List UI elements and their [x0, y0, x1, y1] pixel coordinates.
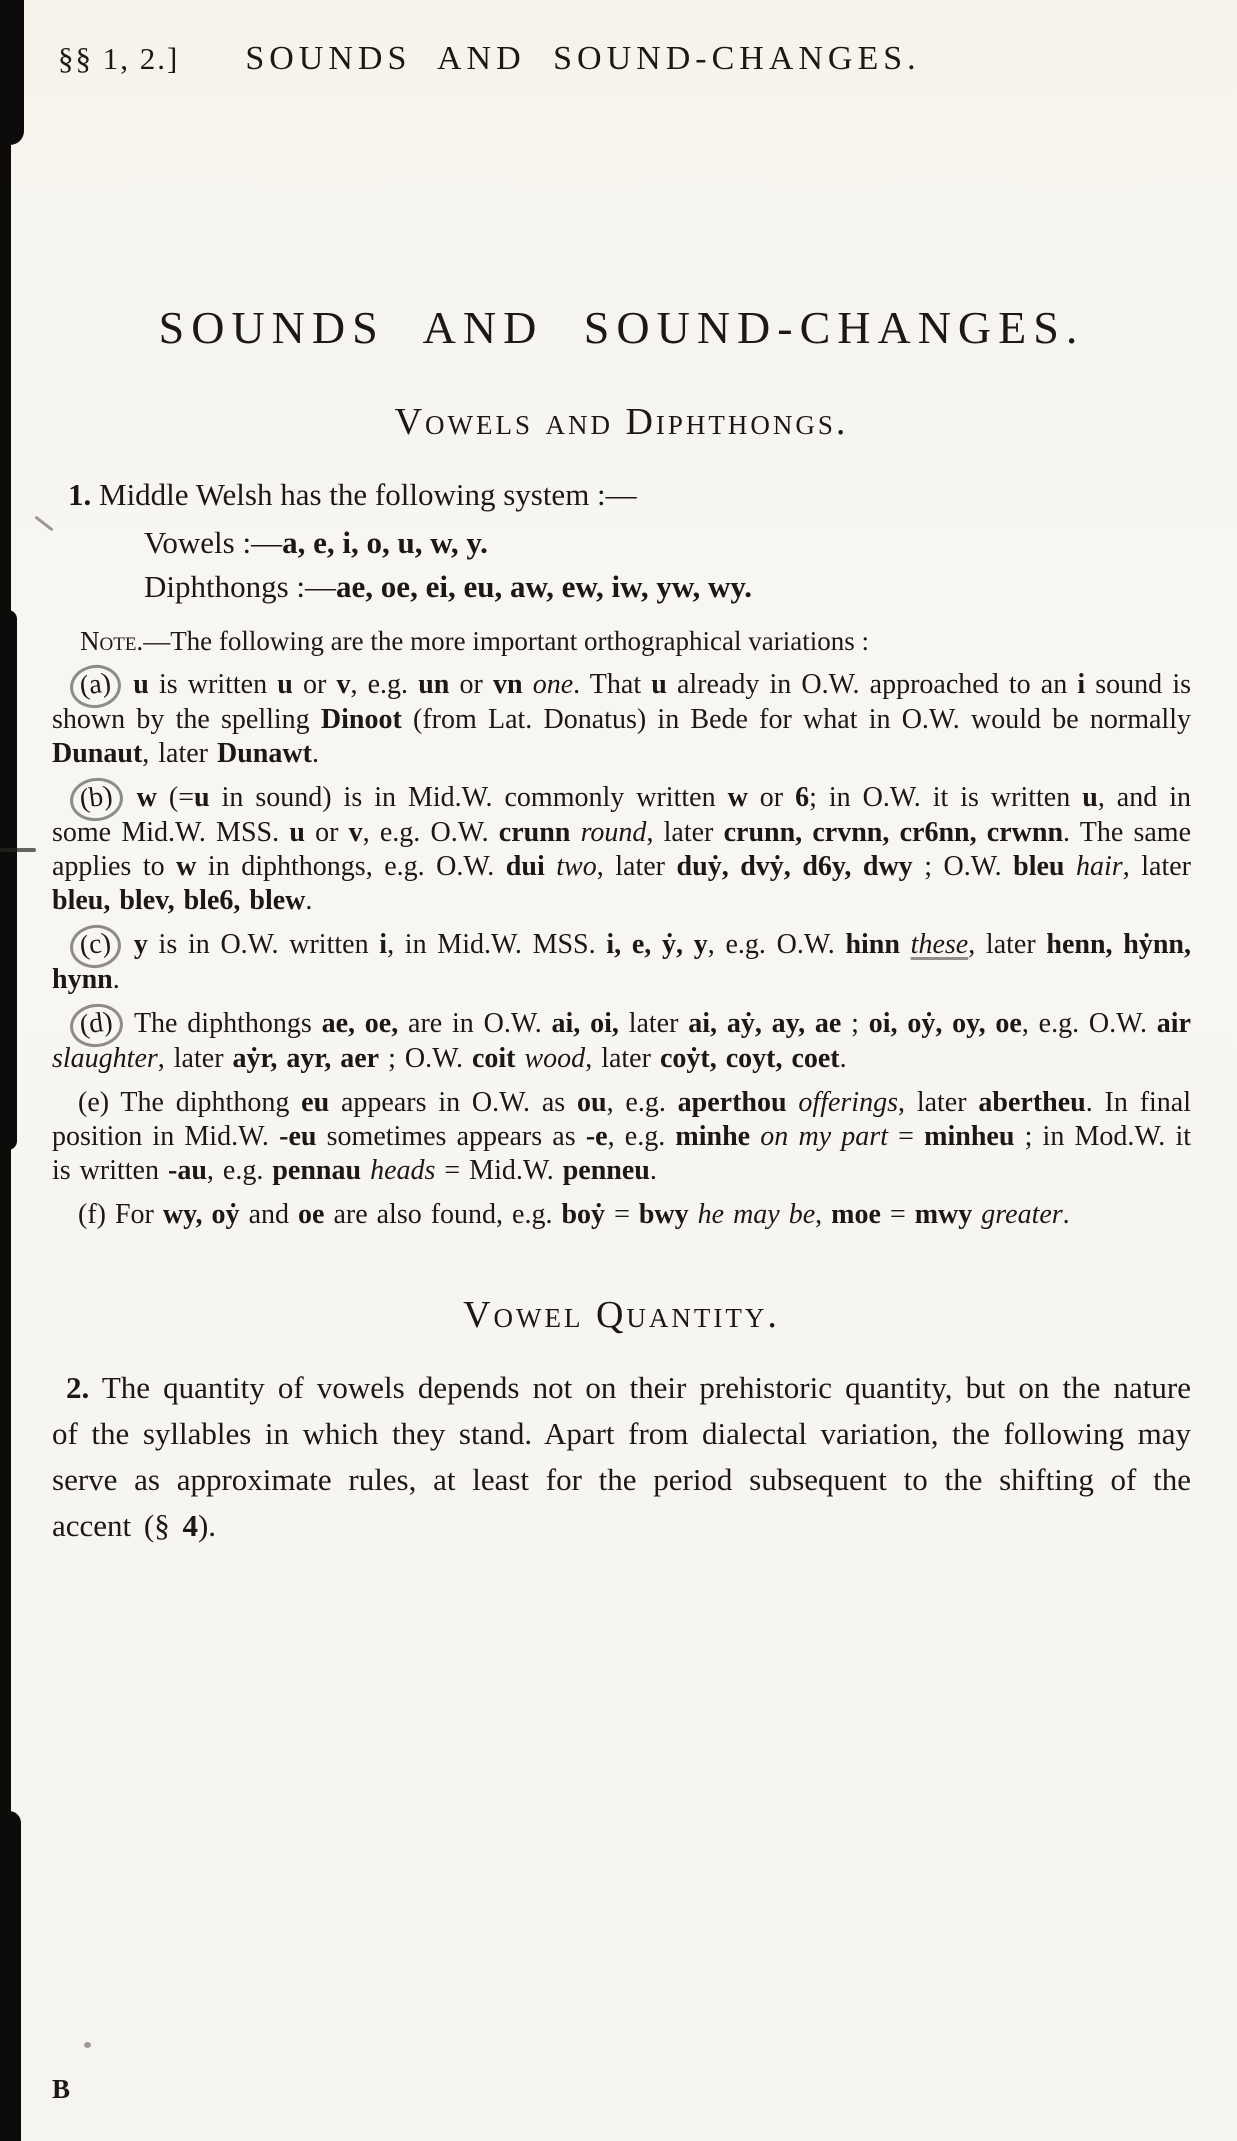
para-1: 1. Middle Welsh has the following system :— — [68, 476, 637, 512]
diphthongs-line: Diphthongs :—ae, oe, ei, eu, aw, ew, iw, yw, wy. — [144, 568, 752, 604]
page-header — [58, 40, 1191, 78]
pencil-mark-left-margin-dash — [0, 848, 36, 852]
note-item-e: (e) The diphthong eu appears in O.W. as ou, e.g. aperthou offerings, later abertheu. In final position in Mid.W. -eu sometimes appears as -e, e.g. minhe on my part = minheu ; in Mod.W. it is written -au, e.g. pennau heads = Mid.W. penneu. — [52, 1086, 1192, 1186]
vowels-line: Vowels :—a, e, i, o, u, w, y. — [144, 524, 488, 560]
note-item-f: (f) For wy, oẏ and oe are also found, e.g. boẏ = bwy he may be, moe = mwy greater. — [78, 1198, 1070, 1230]
heading-vowels-and-diphthongs: Vowels and Diphthongs. — [394, 400, 849, 443]
note-item-d: (d) The diphthongs ae, oe, are in O.W. ai, oi, later ai, aẏ, ay, ae ; oi, oẏ, oy, oe, e.g. O.W. air slaughter, later aẏr, ayr, aer ; O.W. coit wood, later coẏt, coyt, coet. — [52, 1007, 1191, 1076]
note-intro: Note.—The following are the more important orthographical variations : — [80, 625, 869, 656]
scan-edge-artifact-middle — [0, 610, 17, 1150]
heading-vowel-quantity: Vowel Quantity. — [463, 1293, 780, 1336]
ink-speck — [84, 2042, 91, 2048]
page-title: SOUNDS AND SOUND-CHANGES. — [158, 302, 1085, 353]
note-item-b: (b) w (=u in sound) is in Mid.W. commonly written w or 6; in O.W. it is written u, and in some Mid.W. MSS. u or v, e.g. O.W. crunn round, later crunn, crvnn, cr6nn, crwnn. The same applies to w in diphthongs, e.g. O.W. dui two, later duẏ, dvẏ, d6y, dwy ; O.W. bleu hair, later bleu, blev, ble6, blew. — [52, 781, 1191, 918]
scan-edge-artifact-top — [0, 0, 24, 145]
section-reference: §§ 1, 2.] — [58, 41, 180, 76]
signature-mark: B — [52, 2074, 71, 2104]
note-item-c: (c) y is in O.W. written i, in Mid.W. MSS. i, e, ẏ, y, e.g. O.W. hinn these, later henn, hẏnn, hynn. — [52, 928, 1191, 997]
running-title: SOUNDS AND SOUND-CHANGES. — [245, 40, 921, 77]
para-2: 2. The quantity of vowels depends not on their prehistoric quantity, but on the nature of the syllables in which they stand. Apart from dialectal variation, the following may serve as approximate rules, at least for the period subsequent to the shifting of the accent (§ 4). — [52, 1370, 1191, 1544]
scan-edge-artifact-bottom — [0, 1811, 21, 2141]
note-item-a: (a) u is written u or v, e.g. un or vn one. That u already in O.W. approached to an i sound is shown by the spelling Dinoot (from Lat. Donatus) in Bede for what in O.W. would be normally Dunaut, later Dunawt. — [52, 668, 1191, 771]
